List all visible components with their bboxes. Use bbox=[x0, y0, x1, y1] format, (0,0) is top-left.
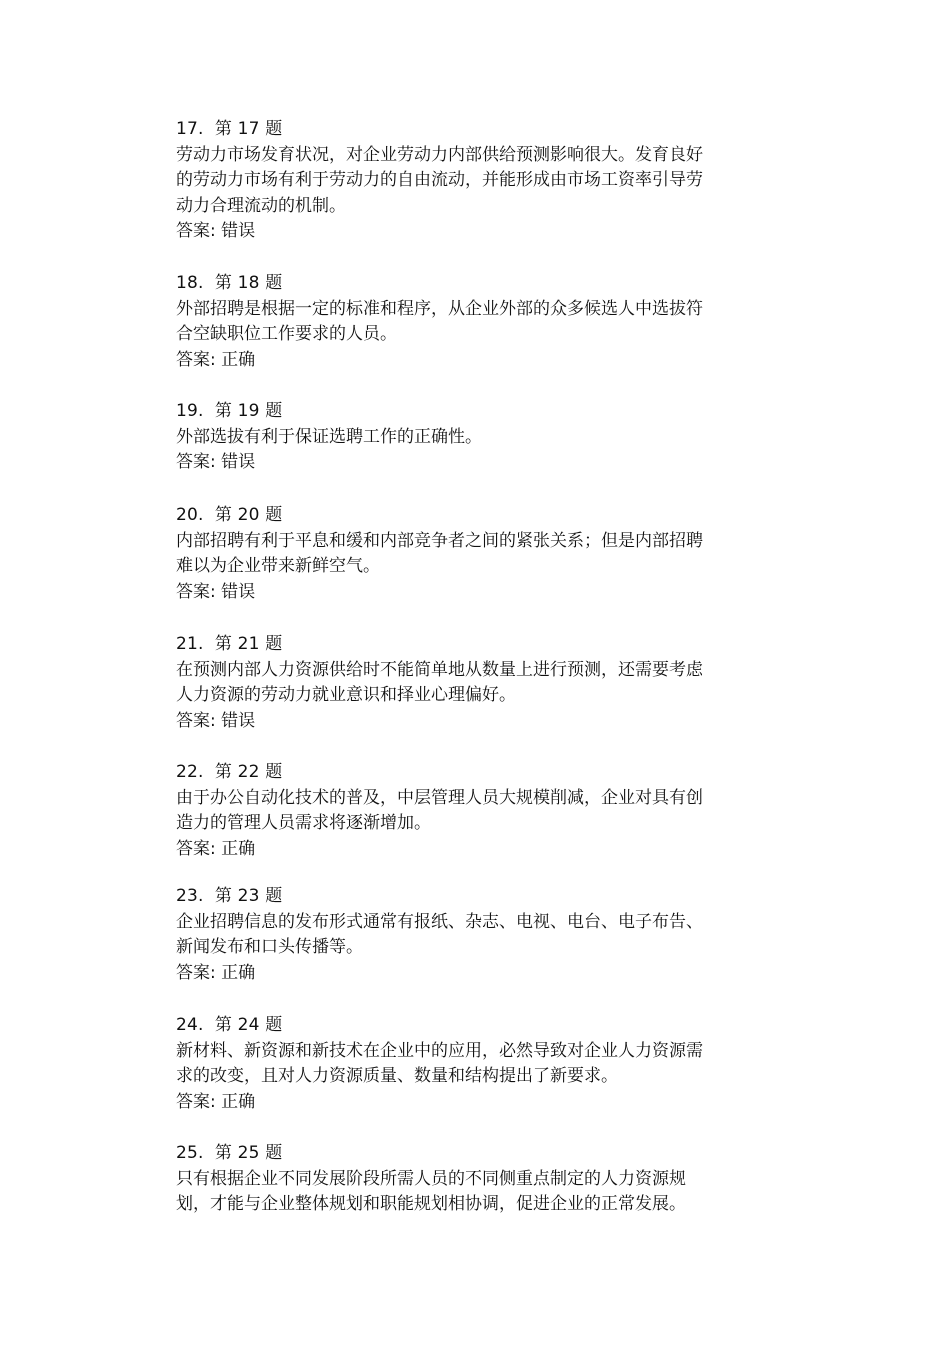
question-answer: 答案: 正确 bbox=[176, 1091, 256, 1112]
question-line: 合空缺职位工作要求的人员。 bbox=[176, 324, 397, 344]
question-text bbox=[176, 658, 746, 709]
question-line: 造力的管理人员需求将逐渐增加。 bbox=[176, 813, 431, 833]
question-19 bbox=[176, 399, 746, 476]
question-number: 17. bbox=[176, 119, 204, 139]
question-line: 动力合理流动的机制。 bbox=[176, 195, 346, 216]
question-line: 人力资源的劳动力就业意识和择业心理偏好。 bbox=[176, 685, 516, 705]
question-number: 21. bbox=[176, 634, 204, 654]
question-title: 第 24 题 bbox=[214, 1015, 283, 1035]
question-answer: 答案: 错误 bbox=[176, 710, 256, 731]
question-answer: 答案: 正确 bbox=[176, 962, 256, 983]
question-number: 22. bbox=[176, 762, 204, 782]
question-answer: 答案: 正确 bbox=[176, 838, 256, 859]
question-18 bbox=[176, 271, 746, 373]
question-heading bbox=[176, 632, 746, 658]
question-heading bbox=[176, 1013, 746, 1039]
question-heading bbox=[176, 271, 746, 297]
question-heading bbox=[176, 884, 746, 910]
question-text bbox=[176, 425, 746, 451]
question-number: 25. bbox=[176, 1143, 204, 1163]
question-line: 的劳动力市场有利于劳动力的自由流动，并能形成由市场工资率引导劳 bbox=[176, 170, 703, 190]
question-line: 在预测内部人力资源供给时不能简单地从数量上进行预测，还需要考虑 bbox=[176, 659, 703, 680]
question-heading bbox=[176, 399, 746, 425]
question-23 bbox=[176, 884, 746, 986]
question-line: 只有根据企业不同发展阶段所需人员的不同侧重点制定的人力资源规 bbox=[176, 1168, 686, 1189]
question-text bbox=[176, 910, 746, 961]
question-title: 第 23 题 bbox=[214, 886, 283, 906]
question-text bbox=[176, 1039, 746, 1090]
question-line: 企业招聘信息的发布形式通常有报纸、杂志、电视、电台、电子布告、 bbox=[176, 911, 703, 932]
question-heading bbox=[176, 1141, 746, 1167]
question-line: 新闻发布和口头传播等。 bbox=[176, 937, 363, 957]
question-answer: 答案: 错误 bbox=[176, 452, 256, 472]
question-line: 划，才能与企业整体规划和职能规划相协调，促进企业的正常发展。 bbox=[176, 1194, 686, 1214]
question-answer: 答案: 错误 bbox=[176, 581, 256, 602]
question-number: 24. bbox=[176, 1015, 204, 1035]
question-20 bbox=[176, 503, 746, 605]
question-line: 内部招聘有利于平息和缓和内部竞争者之间的紧张关系；但是内部招聘 bbox=[176, 530, 703, 551]
question-title: 第 18 题 bbox=[214, 273, 283, 293]
question-heading bbox=[176, 503, 746, 529]
question-text bbox=[176, 143, 746, 220]
question-number: 18. bbox=[176, 273, 204, 293]
question-line: 外部招聘是根据一定的标准和程序，从企业外部的众多候选人中选拔符 bbox=[176, 298, 703, 319]
question-25 bbox=[176, 1141, 746, 1218]
question-line: 劳动力市场发育状况，对企业劳动力内部供给预测影响很大。发育良好 bbox=[176, 144, 703, 165]
question-title: 第 17 题 bbox=[214, 119, 283, 139]
question-24 bbox=[176, 1013, 746, 1115]
question-text bbox=[176, 297, 746, 348]
question-17 bbox=[176, 117, 746, 245]
question-line: 新材料、新资源和新技术在企业中的应用，必然导致对企业人力资源需 bbox=[176, 1040, 703, 1061]
question-title: 第 19 题 bbox=[214, 401, 283, 421]
question-heading bbox=[176, 117, 746, 143]
question-answer: 答案: 错误 bbox=[176, 221, 256, 241]
question-line: 由于办公自动化技术的普及，中层管理人员大规模削减，企业对具有创 bbox=[176, 787, 703, 808]
question-number: 20. bbox=[176, 505, 204, 525]
question-title: 第 20 题 bbox=[214, 505, 283, 525]
question-title: 第 21 题 bbox=[214, 634, 283, 654]
question-22 bbox=[176, 760, 746, 862]
question-heading bbox=[176, 760, 746, 786]
question-answer: 答案: 正确 bbox=[176, 349, 256, 370]
question-21 bbox=[176, 632, 746, 734]
question-line: 求的改变，且对人力资源质量、数量和结构提出了新要求。 bbox=[176, 1066, 618, 1086]
question-line: 难以为企业带来新鲜空气。 bbox=[176, 556, 380, 576]
question-title: 第 25 题 bbox=[214, 1143, 283, 1163]
question-number: 23. bbox=[176, 886, 204, 906]
question-number: 19. bbox=[176, 401, 204, 421]
question-text bbox=[176, 1167, 746, 1218]
question-title: 第 22 题 bbox=[214, 762, 283, 782]
question-text bbox=[176, 786, 746, 837]
question-line: 外部选拔有利于保证选聘工作的正确性。 bbox=[176, 426, 482, 447]
question-text bbox=[176, 529, 746, 580]
